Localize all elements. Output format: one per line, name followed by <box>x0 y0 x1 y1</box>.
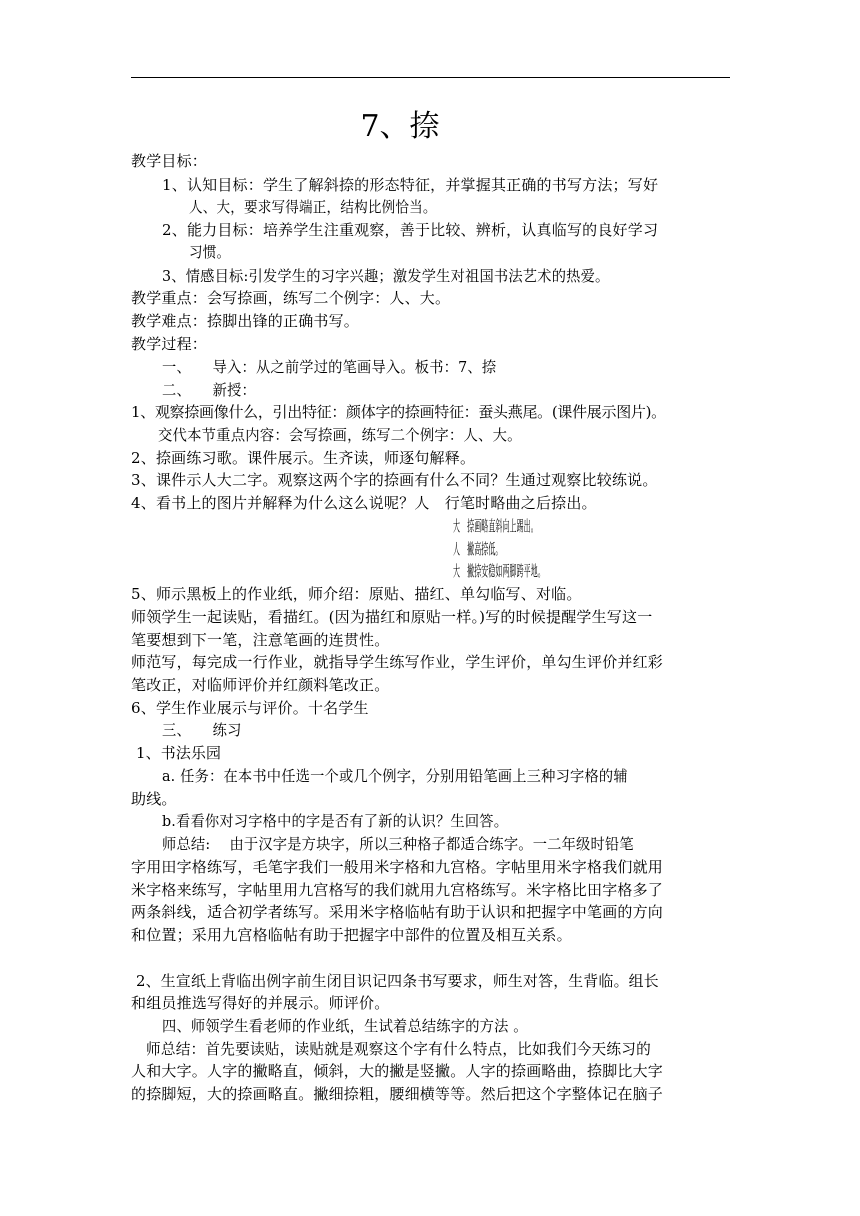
text-line: 大 捺画略直斜向上踢出。 <box>453 517 538 535</box>
text-line: 大 撇捺安稳如两脚跨平地。 <box>453 562 545 580</box>
text-line: 教学过程： <box>131 335 208 353</box>
text-line: 和组员推选写得好的并展示。师评价。 <box>131 994 390 1012</box>
text-line: 二、 新授： <box>162 381 256 399</box>
text-line: 2、捺画练习歌。课件展示。生齐读，师逐句解释。 <box>131 449 476 467</box>
text-line: 4、看书上的图片并解释为什么这么说呢？人 行笔时略曲之后捺出。 <box>131 494 597 512</box>
text-line: 师总结：首先要读贴，读贴就是观察这个字有什么特点，比如我们今天练习的 <box>146 1040 651 1058</box>
text-line: 米字格来练写，字帖里用九宫格写的我们就用九宫格练写。米字格比田字格多了 <box>131 881 664 899</box>
text-line: 和位置；采用九宫格临帖有助于把握字中部件的位置及相互关系。 <box>131 926 572 944</box>
text-line: 笔要想到下一笔，注意笔画的连贯性。 <box>131 631 390 649</box>
header-rule <box>131 77 730 78</box>
text-line: 四、师领学生看老师的作业纸，生试着总结练字的方法 。 <box>162 1017 528 1035</box>
text-line: 3、课件示人大二字。观察这两个字的捺画有什么不同？生通过观察比较练说。 <box>131 471 658 489</box>
text-line: 6、学生作业展示与评价。十名学生 <box>131 699 369 717</box>
text-line: 2、生宣纸上背临出例字前生闭目识记四条书写要求，师生对答，生背临。组长 <box>136 972 659 990</box>
text-line: 1、书法乐园 <box>136 744 222 762</box>
text-line: 两条斜线，适合初学者练写。采用米字格临帖有助于认识和把握字中笔画的方向 <box>131 903 664 921</box>
text-line: 交代本节重点内容：会写捺画，练写二个例字：人、大。 <box>158 426 522 444</box>
text-line: 1、认知目标：学生了解斜捺的形态特征，并掌握其正确的书写方法；写好 <box>162 176 659 194</box>
text-line: 人和大字。人字的撇略直，倾斜，大的撇是竖撇。人字的捺画略曲，捺脚比大字 <box>131 1062 664 1080</box>
text-line: 教学难点：捺脚出锋的正确书写。 <box>131 312 360 330</box>
page-title: 7、捺 <box>360 109 440 144</box>
text-line: 助线。 <box>131 790 177 808</box>
text-line: 的捺脚短，大的捺画略直。撇细捺粗，腰细横等等。然后把这个字整体记在脑子 <box>131 1085 664 1103</box>
text-line: 师范写，每完成一行作业，就指导学生练写作业，学生评价，单勾生评价并红彩 <box>131 653 664 671</box>
text-line: 字用田字格练写，毛笔字我们一般用米字格和九宫格。字帖里用米字格我们就用 <box>131 858 664 876</box>
text-line: a. 任务：在本书中任选一个或几个例字，分别用铅笔画上三种习字格的辅 <box>162 767 628 785</box>
text-line: 教学目标： <box>131 152 208 170</box>
text-line: 5、师示黑板上的作业纸，师介绍：原贴、描红、单勾临写、对临。 <box>131 585 582 603</box>
text-line: 人、大，要求写得端正，结构比例恰当。 <box>189 198 437 216</box>
text-line: 2、能力目标：培养学生注重观察，善于比较、辨析，认真临写的良好学习 <box>162 221 659 239</box>
text-line: 习惯。 <box>189 243 231 261</box>
text-line: 师总结: 由于汉字是方块字，所以三种格子都适合练字。一二年级时铅笔 <box>162 835 634 853</box>
text-line: 师领学生一起读贴，看描红。(因为描红和原贴一样。)写的时候提醒学生写这一 <box>131 608 653 626</box>
text-line: 笔改正，对临师评价并红颜料笔改正。 <box>131 676 390 694</box>
text-line: 3、情感目标:引发学生的习字兴趣；激发学生对祖国书法艺术的热爱。 <box>162 267 610 285</box>
text-line: b.看看你对习字格中的字是否有了新的认识？生回答。 <box>162 812 509 830</box>
text-line: 三、 练习 <box>162 721 242 739</box>
text-line: 一、 导入：从之前学过的笔画导入。板书：7、捺 <box>162 358 497 376</box>
text-line: 教学重点：会写捺画，练写二个例字：人、大。 <box>131 289 451 307</box>
text-line: 1、观察捺画像什么，引出特征：颜体字的捺画特征：蚕头燕尾。(课件展示图片)。 <box>131 403 666 421</box>
text-line: 人 撇高捺低。 <box>453 540 503 558</box>
